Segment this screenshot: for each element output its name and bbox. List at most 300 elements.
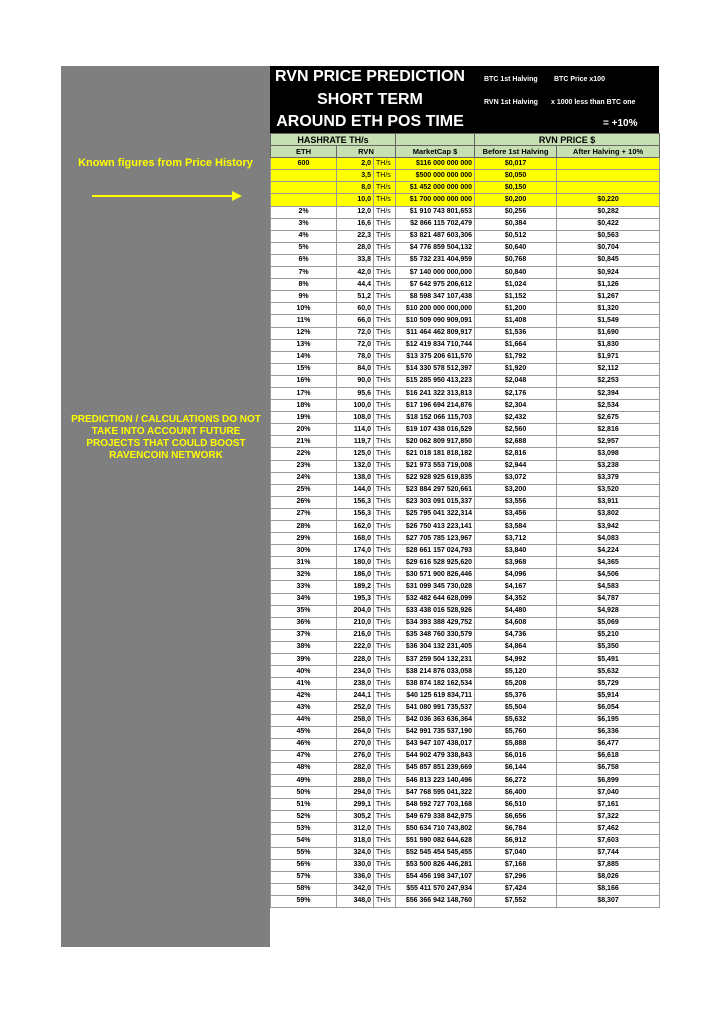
after-halving-cell: $8,166 [557,883,660,895]
table-row [271,496,660,508]
rvn-cell: 10,0 [337,194,374,206]
table-row [271,412,660,424]
table-row [271,400,660,412]
before-halving-cell: $2,816 [475,448,557,460]
unit-cell: TH/s [374,581,396,593]
after-halving-cell: $0,563 [557,230,660,242]
marketcap-cell: $21 973 553 719,008 [396,460,475,472]
before-halving-cell: $1,920 [475,363,557,375]
marketcap-cell: $41 080 991 735,537 [396,702,475,714]
table-row [271,569,660,581]
unit-cell: TH/s [374,218,396,230]
unit-cell: TH/s [374,823,396,835]
before-halving-cell: $5,208 [475,678,557,690]
rvn-cell: 270,0 [337,738,374,750]
unit-cell: TH/s [374,774,396,786]
table-row [271,339,660,351]
eth-cell: 31% [271,557,337,569]
unit-cell: TH/s [374,847,396,859]
marketcap-cell: $42 036 363 636,364 [396,714,475,726]
marketcap-cell: $34 393 388 429,752 [396,617,475,629]
sidebar-panel [61,66,270,947]
rvn-cell: 8,0 [337,182,374,194]
unit-cell: TH/s [374,702,396,714]
eth-cell: 28% [271,521,337,533]
eth-cell: 17% [271,387,337,399]
rvn-cell: 276,0 [337,750,374,762]
rvn-cell: 264,0 [337,726,374,738]
after-halving-cell: $2,675 [557,412,660,424]
rvn-cell: 174,0 [337,545,374,557]
table-row [271,158,660,170]
rvn-cell: 51,2 [337,291,374,303]
unit-cell: TH/s [374,666,396,678]
before-halving-cell: $4,608 [475,617,557,629]
after-halving-cell: $1,267 [557,291,660,303]
before-halving-cell: $0,384 [475,218,557,230]
rvn-cell: 258,0 [337,714,374,726]
rvn-cell: 33,8 [337,254,374,266]
before-halving-cell: $6,016 [475,750,557,762]
marketcap-cell: $16 241 322 313,813 [396,387,475,399]
unit-cell: TH/s [374,726,396,738]
marketcap-cell: $45 857 851 239,669 [396,762,475,774]
before-halving-cell: $4,352 [475,593,557,605]
before-halving-cell: $4,167 [475,581,557,593]
unit-cell: TH/s [374,254,396,266]
rvn-cell: 28,0 [337,242,374,254]
before-halving-cell: $0,150 [475,182,557,194]
before-halving-cell: $7,552 [475,895,557,907]
marketcap-cell: $54 456 198 347,107 [396,871,475,883]
unit-cell: TH/s [374,303,396,315]
marketcap-cell: $56 366 942 148,760 [396,895,475,907]
after-halving-cell: $1,549 [557,315,660,327]
after-halving-cell: $5,914 [557,690,660,702]
eth-cell: 30% [271,545,337,557]
rvn-cell: 244,1 [337,690,374,702]
price-header: RVN PRICE $ [475,134,660,146]
rvn-cell: 234,0 [337,666,374,678]
eth-cell: 29% [271,533,337,545]
after-halving-cell: $5,210 [557,629,660,641]
marketcap-cell: $25 795 041 322,314 [396,508,475,520]
table-row [271,533,660,545]
after-halving-cell: $6,336 [557,726,660,738]
table-row [271,194,660,206]
before-halving-cell: $7,040 [475,847,557,859]
after-halving-cell: $2,112 [557,363,660,375]
before-halving-cell: $7,424 [475,883,557,895]
unit-cell: TH/s [374,593,396,605]
marketcap-cell: $33 438 016 528,926 [396,605,475,617]
eth-cell: 43% [271,702,337,714]
table-row [271,787,660,799]
col-before-header: Before 1st Halving [475,146,557,158]
after-halving-cell: $6,758 [557,762,660,774]
rvn-cell: 162,0 [337,521,374,533]
after-halving-cell: $7,744 [557,847,660,859]
after-halving-cell: $2,253 [557,375,660,387]
rvn-cell: 180,0 [337,557,374,569]
marketcap-cell: $8 598 347 107,438 [396,291,475,303]
marketcap-cell: $15 285 950 413,223 [396,375,475,387]
unit-cell: TH/s [374,835,396,847]
before-halving-cell: $1,664 [475,339,557,351]
before-halving-cell: $4,480 [475,605,557,617]
before-halving-cell: $4,864 [475,641,557,653]
before-halving-cell: $3,712 [475,533,557,545]
eth-cell: 53% [271,823,337,835]
rvn-cell: 12,0 [337,206,374,218]
before-halving-cell: $3,584 [475,521,557,533]
table-row [271,291,660,303]
eth-cell: 34% [271,593,337,605]
eth-cell: 46% [271,738,337,750]
after-halving-cell: $7,322 [557,811,660,823]
after-halving-cell: $4,787 [557,593,660,605]
rvn-cell: 144,0 [337,484,374,496]
rvn-price-note: x 1000 less than BTC one [551,99,636,106]
unit-cell: TH/s [374,412,396,424]
before-halving-cell: $1,152 [475,291,557,303]
unit-cell: TH/s [374,557,396,569]
before-halving-cell: $5,120 [475,666,557,678]
marketcap-cell: $1 910 743 801,653 [396,206,475,218]
table-row [271,387,660,399]
marketcap-cell: $23 303 091 015,337 [396,496,475,508]
eth-cell: 54% [271,835,337,847]
table-row [271,629,660,641]
rvn-cell: 156,3 [337,508,374,520]
before-halving-cell: $0,050 [475,170,557,182]
unit-cell: TH/s [374,799,396,811]
unit-cell: TH/s [374,859,396,871]
eth-cell [271,194,337,206]
unit-cell: TH/s [374,242,396,254]
marketcap-cell: $26 750 413 223,141 [396,521,475,533]
rvn-cell: 312,0 [337,823,374,835]
before-halving-cell: $3,456 [475,508,557,520]
table-row [271,472,660,484]
rvn-cell: 252,0 [337,702,374,714]
eth-cell: 57% [271,871,337,883]
marketcap-cell: $2 866 115 702,479 [396,218,475,230]
before-halving-cell: $4,096 [475,569,557,581]
unit-cell: TH/s [374,871,396,883]
rvn-cell: 186,0 [337,569,374,581]
col-eth-header: ETH [271,146,337,158]
before-halving-cell: $0,840 [475,267,557,279]
unit-cell: TH/s [374,883,396,895]
marketcap-cell: $37 259 504 132,231 [396,654,475,666]
eth-cell: 33% [271,581,337,593]
unit-cell: TH/s [374,895,396,907]
marketcap-cell: $29 616 528 925,620 [396,557,475,569]
marketcap-cell: $46 813 223 140,496 [396,774,475,786]
table-row [271,750,660,762]
rvn-cell: 324,0 [337,847,374,859]
after-halving-cell: $2,534 [557,400,660,412]
table-row [271,242,660,254]
marketcap-cell: $48 592 727 703,168 [396,799,475,811]
after-halving-cell: $6,899 [557,774,660,786]
after-halving-cell: $6,618 [557,750,660,762]
rvn-cell: 210,0 [337,617,374,629]
rvn-cell: 168,0 [337,533,374,545]
marketcap-cell: $52 545 454 545,455 [396,847,475,859]
table-row [271,726,660,738]
unit-cell: TH/s [374,521,396,533]
rvn-halving-label: RVN 1st Halving [484,99,538,106]
eth-cell: 3% [271,218,337,230]
eth-cell: 40% [271,666,337,678]
eth-cell: 27% [271,508,337,520]
marketcap-cell: $49 679 338 842,975 [396,811,475,823]
eth-cell: 21% [271,436,337,448]
before-halving-cell: $7,168 [475,859,557,871]
after-halving-cell: $1,830 [557,339,660,351]
before-halving-cell: $0,768 [475,254,557,266]
table-row [271,436,660,448]
marketcap-cell: $27 705 785 123,967 [396,533,475,545]
marketcap-cell: $12 419 834 710,744 [396,339,475,351]
before-halving-cell: $2,560 [475,424,557,436]
after-halving-cell: $0,282 [557,206,660,218]
table-row [271,762,660,774]
unit-cell: TH/s [374,811,396,823]
rvn-cell: 2,0 [337,158,374,170]
unit-cell: TH/s [374,267,396,279]
rvn-cell: 125,0 [337,448,374,460]
eth-cell [271,170,337,182]
marketcap-cell: $38 874 182 162,534 [396,678,475,690]
after-halving-cell: $0,704 [557,242,660,254]
unit-cell: TH/s [374,496,396,508]
eth-cell: 8% [271,279,337,291]
eth-cell: 2% [271,206,337,218]
eth-cell: 37% [271,629,337,641]
after-halving-cell: $5,632 [557,666,660,678]
table-row [271,847,660,859]
marketcap-cell: $500 000 000 000 [396,170,475,182]
table-row [271,654,660,666]
eth-cell: 32% [271,569,337,581]
after-halving-cell: $7,603 [557,835,660,847]
unit-cell: TH/s [374,327,396,339]
before-halving-cell: $2,304 [475,400,557,412]
before-halving-cell: $1,792 [475,351,557,363]
table-row [271,218,660,230]
unit-cell: TH/s [374,182,396,194]
unit-cell: TH/s [374,387,396,399]
rvn-cell: 78,0 [337,351,374,363]
after-halving-cell: $4,365 [557,557,660,569]
marketcap-cell: $43 947 107 438,017 [396,738,475,750]
table-row [271,738,660,750]
table-row [271,823,660,835]
unit-cell: TH/s [374,315,396,327]
after-halving-cell [557,170,660,182]
eth-cell: 9% [271,291,337,303]
eth-cell: 7% [271,267,337,279]
after-halving-cell: $6,054 [557,702,660,714]
rvn-cell: 42,0 [337,267,374,279]
column-header-row [271,146,660,158]
rvn-cell: 204,0 [337,605,374,617]
table-row [271,835,660,847]
before-halving-cell: $6,510 [475,799,557,811]
rvn-cell: 119,7 [337,436,374,448]
unit-cell: TH/s [374,230,396,242]
price-table [270,133,660,908]
after-halving-cell: $3,238 [557,460,660,472]
before-halving-cell: $0,200 [475,194,557,206]
unit-cell: TH/s [374,206,396,218]
table-row [271,617,660,629]
blank-header [396,134,475,146]
marketcap-cell: $42 991 735 537,190 [396,726,475,738]
unit-cell: TH/s [374,750,396,762]
rvn-cell: 330,0 [337,859,374,871]
rvn-cell: 95,6 [337,387,374,399]
after-halving-cell: $3,802 [557,508,660,520]
rvn-cell: 44,4 [337,279,374,291]
after-halving-cell: $4,583 [557,581,660,593]
before-halving-cell: $5,888 [475,738,557,750]
before-halving-cell: $6,912 [475,835,557,847]
after-halving-cell: $3,911 [557,496,660,508]
title-line-1: RVN PRICE PREDICTION [275,68,465,85]
marketcap-cell: $21 018 181 818,182 [396,448,475,460]
group-header-row [271,134,660,146]
rvn-cell: 288,0 [337,774,374,786]
table-row [271,508,660,520]
after-halving-cell [557,158,660,170]
rvn-cell: 336,0 [337,871,374,883]
table-row [271,678,660,690]
eth-cell: 50% [271,787,337,799]
table-row [271,581,660,593]
after-halving-cell: $8,307 [557,895,660,907]
eth-cell: 16% [271,375,337,387]
rvn-cell: 60,0 [337,303,374,315]
eth-cell: 12% [271,327,337,339]
before-halving-cell: $4,736 [475,629,557,641]
unit-cell: TH/s [374,617,396,629]
eth-cell: 35% [271,605,337,617]
marketcap-cell: $35 348 760 330,579 [396,629,475,641]
before-halving-cell: $0,017 [475,158,557,170]
eth-cell: 51% [271,799,337,811]
rvn-cell: 72,0 [337,339,374,351]
table-row [271,375,660,387]
eth-cell: 45% [271,726,337,738]
after-halving-cell: $7,885 [557,859,660,871]
after-halving-cell: $5,069 [557,617,660,629]
before-halving-cell: $3,072 [475,472,557,484]
before-halving-cell: $0,640 [475,242,557,254]
after-halving-cell: $0,845 [557,254,660,266]
unit-cell: TH/s [374,569,396,581]
before-halving-cell: $4,992 [475,654,557,666]
marketcap-cell: $116 000 000 000 [396,158,475,170]
eth-cell: 42% [271,690,337,702]
marketcap-cell: $17 196 694 214,876 [396,400,475,412]
rvn-cell: 156,3 [337,496,374,508]
rvn-cell: 100,0 [337,400,374,412]
rvn-cell: 228,0 [337,654,374,666]
unit-cell: TH/s [374,508,396,520]
after-halving-cell: $0,924 [557,267,660,279]
rvn-cell: 282,0 [337,762,374,774]
before-halving-cell: $0,256 [475,206,557,218]
marketcap-cell: $22 928 925 619,835 [396,472,475,484]
table-row [271,206,660,218]
eth-cell: 56% [271,859,337,871]
eth-cell: 59% [271,895,337,907]
after-halving-cell: $7,161 [557,799,660,811]
unit-cell: TH/s [374,351,396,363]
after-halving-cell: $8,026 [557,871,660,883]
after-halving-cell: $6,477 [557,738,660,750]
after-halving-cell: $4,506 [557,569,660,581]
eth-cell: 23% [271,460,337,472]
after-halving-cell: $0,220 [557,194,660,206]
after-halving-cell: $5,350 [557,641,660,653]
col-marketcap-header: MarketCap $ [396,146,475,158]
unit-cell: TH/s [374,436,396,448]
after-halving-cell: $2,816 [557,424,660,436]
eth-cell: 44% [271,714,337,726]
hashrate-header: HASHRATE TH/s [271,134,396,146]
after-halving-cell: $2,957 [557,436,660,448]
table-row [271,484,660,496]
after-halving-cell: $2,394 [557,387,660,399]
eth-cell: 55% [271,847,337,859]
eth-cell: 14% [271,351,337,363]
rvn-cell: 3,5 [337,170,374,182]
rvn-cell: 216,0 [337,629,374,641]
table-row [271,557,660,569]
rvn-cell: 132,0 [337,460,374,472]
marketcap-cell: $14 330 578 512,397 [396,363,475,375]
eth-cell: 600 [271,158,337,170]
table-row [271,702,660,714]
marketcap-cell: $23 884 297 520,661 [396,484,475,496]
eth-cell: 10% [271,303,337,315]
marketcap-cell: $36 304 132 231,405 [396,641,475,653]
rvn-cell: 72,0 [337,327,374,339]
table-row [271,254,660,266]
before-halving-cell: $1,024 [475,279,557,291]
eth-cell: 18% [271,400,337,412]
rvn-cell: 84,0 [337,363,374,375]
unit-cell: TH/s [374,484,396,496]
after-halving-cell: $4,083 [557,533,660,545]
table-row [271,895,660,907]
marketcap-cell: $20 062 809 917,850 [396,436,475,448]
unit-cell: TH/s [374,545,396,557]
table-row [271,267,660,279]
table-row [271,327,660,339]
after-halving-cell: $3,379 [557,472,660,484]
eth-cell: 15% [271,363,337,375]
eth-cell: 41% [271,678,337,690]
marketcap-cell: $19 107 438 016,529 [396,424,475,436]
before-halving-cell: $5,376 [475,690,557,702]
unit-cell: TH/s [374,690,396,702]
